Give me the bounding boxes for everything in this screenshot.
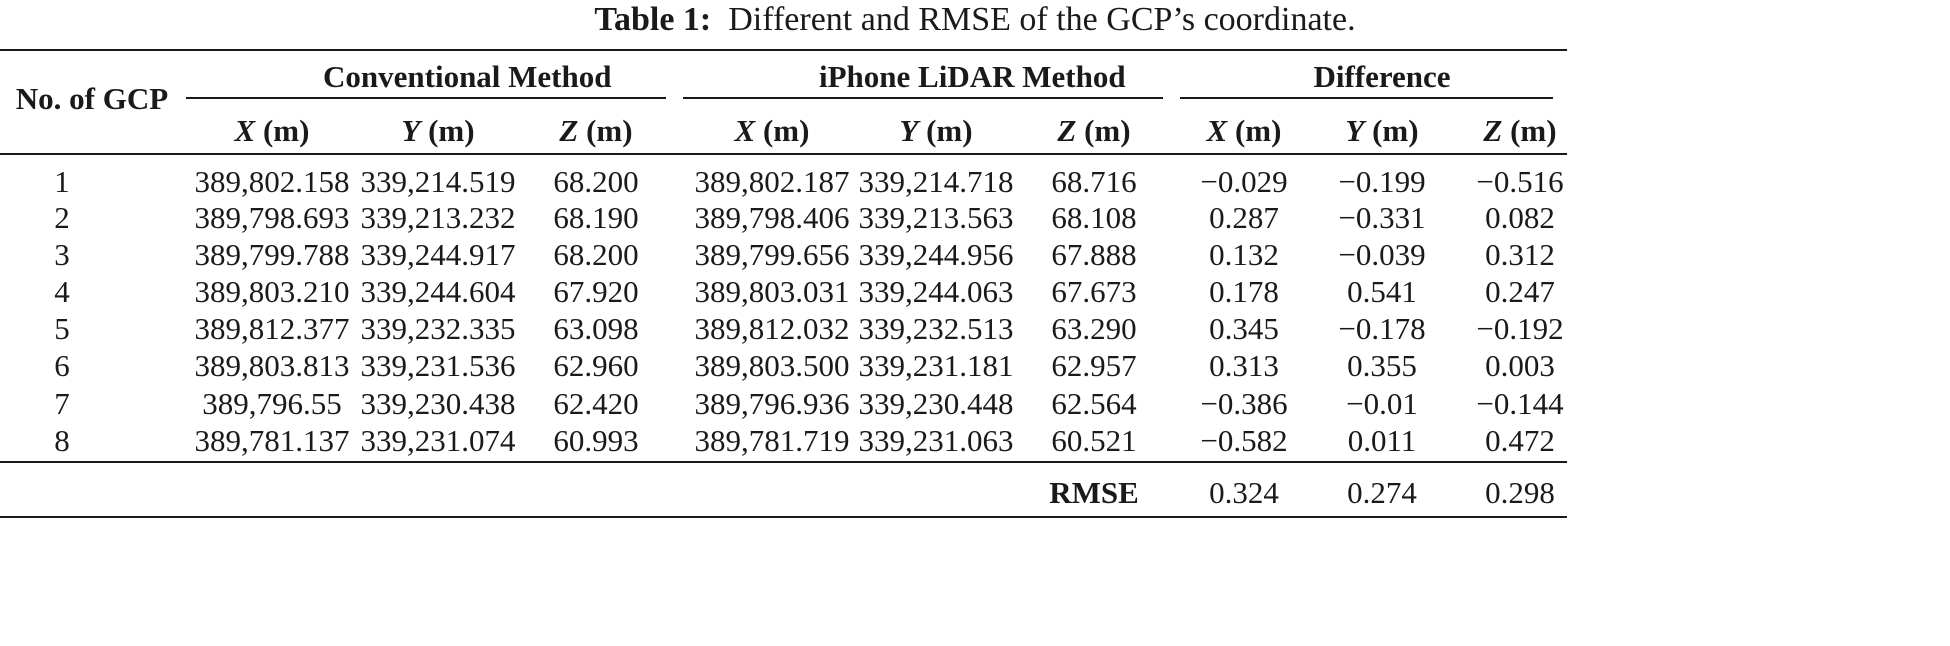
table-cell: 339,230.448 <box>858 386 1014 421</box>
column-axis: X <box>1206 113 1228 148</box>
column-axis: X <box>234 113 256 148</box>
caption-text: Different and RMSE of the GCP’s coordinate. <box>728 1 1356 38</box>
gcp-number-cell: 4 <box>54 274 70 309</box>
gcp-number-cell: 3 <box>54 237 70 272</box>
table-cell: 0.287 <box>1209 200 1279 235</box>
table-cell: 389,799.656 <box>694 237 850 272</box>
table-cell: 389,798.406 <box>694 200 850 235</box>
table-cell: 0.247 <box>1485 274 1555 309</box>
column-unit: (m) <box>262 113 310 148</box>
header-bottom-rule <box>0 153 1567 155</box>
column-unit: (m) <box>1084 113 1131 148</box>
table-cell: 0.313 <box>1209 348 1279 383</box>
table-cell: 0.355 <box>1347 348 1417 383</box>
table-cell: −0.331 <box>1338 200 1426 235</box>
table-cell: −0.029 <box>1200 164 1288 199</box>
column-axis: Z <box>559 113 579 148</box>
table-cell: 389,798.693 <box>194 200 350 235</box>
table-cell: 67.673 <box>1051 274 1137 309</box>
table-cell: 389,812.032 <box>694 311 850 346</box>
table-cell: −0.039 <box>1338 237 1426 272</box>
column-axis: Z <box>1057 113 1077 148</box>
table-cell: 0.132 <box>1209 237 1279 272</box>
table-cell: 62.564 <box>1051 386 1137 421</box>
table-cell: 389,803.031 <box>694 274 850 309</box>
gcp-number-cell: 7 <box>54 386 70 421</box>
table-cell: 67.888 <box>1051 237 1137 272</box>
table-cell: 62.960 <box>553 348 639 383</box>
rmse-value: 0.324 <box>1209 475 1279 510</box>
group-header-2: iPhone LiDAR Method <box>819 59 1126 94</box>
gcp-number-cell: 8 <box>54 423 70 458</box>
table-cell: 60.993 <box>553 423 639 458</box>
group-underline-2 <box>683 97 1163 99</box>
column-unit: (m) <box>586 113 633 148</box>
column-axis: Z <box>1483 113 1503 148</box>
gcp-number-cell: 2 <box>54 200 70 235</box>
rmse-value: 0.274 <box>1347 475 1417 510</box>
table-cell: −0.199 <box>1338 164 1426 199</box>
table-cell: 339,232.335 <box>360 311 516 346</box>
column-unit: (m) <box>1234 113 1282 148</box>
table-cell: 339,214.718 <box>858 164 1014 199</box>
top-rule <box>0 49 1567 51</box>
table-cell: 339,232.513 <box>858 311 1014 346</box>
table-cell: −0.144 <box>1476 386 1564 421</box>
table-cell: 389,799.788 <box>194 237 350 272</box>
table-cell: 339,213.232 <box>360 200 516 235</box>
table-cell: 0.011 <box>1347 423 1417 458</box>
column-axis: Y <box>899 113 919 148</box>
table-cell: 389,796.936 <box>694 386 850 421</box>
table-cell: 0.178 <box>1209 274 1279 309</box>
table-cell: −0.582 <box>1200 423 1288 458</box>
table-cell: 60.521 <box>1051 423 1137 458</box>
table-cell: 0.345 <box>1209 311 1279 346</box>
table-cell: 63.290 <box>1051 311 1137 346</box>
rmse-value: 0.298 <box>1485 475 1555 510</box>
column-unit: (m) <box>1372 113 1419 148</box>
column-unit: (m) <box>926 113 973 148</box>
table-cell: 339,244.956 <box>858 237 1014 272</box>
row-header: No. of GCP <box>15 81 169 116</box>
table-cell: 389,812.377 <box>194 311 350 346</box>
table-cell: 68.200 <box>553 164 639 199</box>
group-underline-1 <box>186 97 666 99</box>
group-header-3: Difference <box>1313 59 1451 94</box>
table-cell: 339,231.181 <box>858 348 1014 383</box>
table-cell: 339,230.438 <box>360 386 516 421</box>
table-cell: 0.003 <box>1485 348 1555 383</box>
table-cell: 67.920 <box>553 274 639 309</box>
table-cell: 389,802.187 <box>694 164 850 199</box>
body-bottom-rule <box>0 461 1567 463</box>
table-cell: 68.190 <box>553 200 639 235</box>
table-cell: 389,803.500 <box>694 348 850 383</box>
table-cell: 0.082 <box>1485 200 1555 235</box>
table-cell: 339,244.063 <box>858 274 1014 309</box>
caption-label: Table 1: <box>594 1 712 38</box>
table-cell: 0.312 <box>1485 237 1555 272</box>
table-cell: 339,231.063 <box>858 423 1014 458</box>
table-cell: 68.108 <box>1051 200 1137 235</box>
column-unit: (m) <box>762 113 810 148</box>
bottom-rule <box>0 516 1567 518</box>
column-header <box>1410 111 1630 151</box>
table-cell: −0.516 <box>1476 164 1564 199</box>
table-caption <box>0 0 1950 40</box>
table-cell: 62.420 <box>553 386 639 421</box>
table-cell: 389,781.137 <box>194 423 350 458</box>
table-cell: 389,803.813 <box>194 348 350 383</box>
gcp-number-cell: 1 <box>54 164 70 199</box>
table-cell: 389,796.55 <box>202 386 342 421</box>
gcp-number-cell: 5 <box>54 311 70 346</box>
table-cell: 339,231.074 <box>360 423 516 458</box>
table-cell: 63.098 <box>553 311 639 346</box>
column-unit: (m) <box>428 113 475 148</box>
column-unit: (m) <box>1510 113 1557 148</box>
group-underline-3 <box>1180 97 1553 99</box>
table-cell: 389,803.210 <box>194 274 350 309</box>
table-cell: 68.716 <box>1051 164 1137 199</box>
table-cell: 339,244.917 <box>360 237 516 272</box>
table-cell: 389,781.719 <box>694 423 850 458</box>
group-header-1: Conventional Method <box>323 59 612 94</box>
rmse-label: RMSE <box>1049 475 1139 510</box>
table-cell: 339,231.536 <box>360 348 516 383</box>
table-cell: 339,244.604 <box>360 274 516 309</box>
table-cell: 389,802.158 <box>194 164 350 199</box>
table-cell: 68.200 <box>553 237 639 272</box>
table-cell: 0.472 <box>1485 423 1555 458</box>
table-cell: −0.192 <box>1476 311 1564 346</box>
table-cell: 0.541 <box>1347 274 1417 309</box>
table-cell: 339,213.563 <box>858 200 1014 235</box>
table-cell: −0.386 <box>1200 386 1288 421</box>
table-cell: −0.01 <box>1346 386 1418 421</box>
gcp-number-cell: 6 <box>54 348 70 383</box>
table-cell: 62.957 <box>1051 348 1137 383</box>
column-axis: Y <box>401 113 421 148</box>
table-cell: 339,214.519 <box>360 164 516 199</box>
column-axis: Y <box>1345 113 1365 148</box>
column-axis: X <box>734 113 756 148</box>
table-cell: −0.178 <box>1338 311 1426 346</box>
